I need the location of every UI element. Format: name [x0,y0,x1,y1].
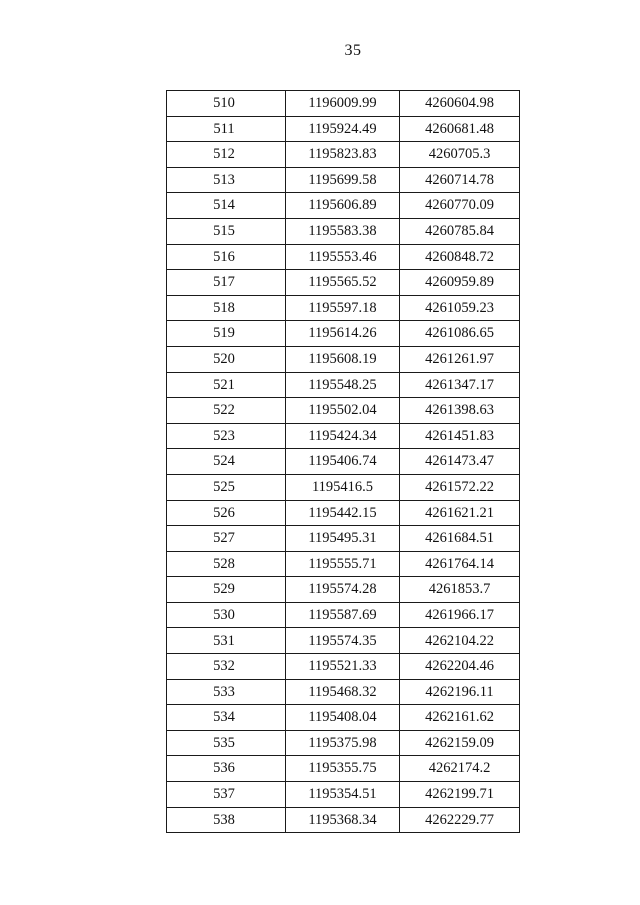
point-number-cell: 532 [167,654,286,680]
y-coordinate-cell: 4260785.84 [400,218,520,244]
y-coordinate-cell: 4262104.22 [400,628,520,654]
x-coordinate-cell: 1195606.89 [286,193,400,219]
y-coordinate-cell: 4261261.97 [400,346,520,372]
table-row [167,372,520,398]
table-row [167,398,520,424]
y-coordinate-cell: 4260770.09 [400,193,520,219]
x-coordinate-cell: 1195502.04 [286,398,400,424]
point-number-cell: 517 [167,270,286,296]
point-number-cell: 538 [167,807,286,833]
y-coordinate-cell: 4260848.72 [400,244,520,270]
y-coordinate-cell: 4262159.09 [400,730,520,756]
table-row [167,244,520,270]
table-row [167,679,520,705]
table-row [167,346,520,372]
y-coordinate-cell: 4261764.14 [400,551,520,577]
table-row [167,218,520,244]
y-coordinate-cell: 4261059.23 [400,295,520,321]
y-coordinate-cell: 4261853.7 [400,577,520,603]
y-coordinate-cell: 4260681.48 [400,116,520,142]
y-coordinate-cell: 4261398.63 [400,398,520,424]
y-coordinate-cell: 4261966.17 [400,602,520,628]
table-row [167,500,520,526]
table-row [167,577,520,603]
y-coordinate-cell: 4261621.21 [400,500,520,526]
x-coordinate-cell: 1195548.25 [286,372,400,398]
y-coordinate-cell: 4262196.11 [400,679,520,705]
x-coordinate-cell: 1195583.38 [286,218,400,244]
table-row [167,142,520,168]
y-coordinate-cell: 4261572.22 [400,474,520,500]
x-coordinate-cell: 1196009.99 [286,91,400,117]
table-row [167,167,520,193]
x-coordinate-cell: 1195521.33 [286,654,400,680]
x-coordinate-cell: 1195495.31 [286,526,400,552]
table-row [167,270,520,296]
x-coordinate-cell: 1195442.15 [286,500,400,526]
y-coordinate-cell: 4262204.46 [400,654,520,680]
y-coordinate-cell: 4261684.51 [400,526,520,552]
table-row [167,551,520,577]
point-number-cell: 534 [167,705,286,731]
y-coordinate-cell: 4262199.71 [400,782,520,808]
x-coordinate-cell: 1195699.58 [286,167,400,193]
y-coordinate-cell: 4262161.62 [400,705,520,731]
point-number-cell: 529 [167,577,286,603]
table-row [167,602,520,628]
coordinates-table [166,90,520,833]
x-coordinate-cell: 1195597.18 [286,295,400,321]
table-row [167,474,520,500]
y-coordinate-cell: 4262229.77 [400,807,520,833]
table-body [167,91,520,833]
x-coordinate-cell: 1195574.35 [286,628,400,654]
point-number-cell: 527 [167,526,286,552]
table-row [167,628,520,654]
point-number-cell: 514 [167,193,286,219]
y-coordinate-cell: 4260959.89 [400,270,520,296]
x-coordinate-cell: 1195565.52 [286,270,400,296]
point-number-cell: 524 [167,449,286,475]
table-row [167,116,520,142]
point-number-cell: 528 [167,551,286,577]
table-row [167,193,520,219]
y-coordinate-cell: 4260705.3 [400,142,520,168]
x-coordinate-cell: 1195468.32 [286,679,400,705]
x-coordinate-cell: 1195406.74 [286,449,400,475]
point-number-cell: 519 [167,321,286,347]
table-row [167,449,520,475]
table-row [167,756,520,782]
table-row [167,91,520,117]
x-coordinate-cell: 1195614.26 [286,321,400,347]
point-number-cell: 521 [167,372,286,398]
x-coordinate-cell: 1195574.28 [286,577,400,603]
table-row [167,705,520,731]
point-number-cell: 536 [167,756,286,782]
y-coordinate-cell: 4261086.65 [400,321,520,347]
point-number-cell: 537 [167,782,286,808]
table-row [167,782,520,808]
point-number-cell: 530 [167,602,286,628]
x-coordinate-cell: 1195555.71 [286,551,400,577]
table-row [167,730,520,756]
point-number-cell: 535 [167,730,286,756]
table-row [167,295,520,321]
x-coordinate-cell: 1195587.69 [286,602,400,628]
table-row [167,654,520,680]
point-number-cell: 523 [167,423,286,449]
point-number-cell: 510 [167,91,286,117]
point-number-cell: 512 [167,142,286,168]
point-number-cell: 533 [167,679,286,705]
x-coordinate-cell: 1195355.75 [286,756,400,782]
point-number-cell: 526 [167,500,286,526]
x-coordinate-cell: 1195368.34 [286,807,400,833]
x-coordinate-cell: 1195924.49 [286,116,400,142]
point-number-cell: 520 [167,346,286,372]
point-number-cell: 531 [167,628,286,654]
x-coordinate-cell: 1195608.19 [286,346,400,372]
y-coordinate-cell: 4261473.47 [400,449,520,475]
table-row [167,526,520,552]
point-number-cell: 513 [167,167,286,193]
point-number-cell: 515 [167,218,286,244]
table-row [167,423,520,449]
y-coordinate-cell: 4260714.78 [400,167,520,193]
y-coordinate-cell: 4260604.98 [400,91,520,117]
table-row [167,807,520,833]
y-coordinate-cell: 4261347.17 [400,372,520,398]
point-number-cell: 518 [167,295,286,321]
x-coordinate-cell: 1195375.98 [286,730,400,756]
point-number-cell: 516 [167,244,286,270]
x-coordinate-cell: 1195823.83 [286,142,400,168]
x-coordinate-cell: 1195424.34 [286,423,400,449]
x-coordinate-cell: 1195354.51 [286,782,400,808]
table-row [167,321,520,347]
x-coordinate-cell: 1195416.5 [286,474,400,500]
y-coordinate-cell: 4262174.2 [400,756,520,782]
point-number-cell: 511 [167,116,286,142]
x-coordinate-cell: 1195553.46 [286,244,400,270]
point-number-cell: 525 [167,474,286,500]
point-number-cell: 522 [167,398,286,424]
x-coordinate-cell: 1195408.04 [286,705,400,731]
page-number: 35 [344,42,362,59]
y-coordinate-cell: 4261451.83 [400,423,520,449]
